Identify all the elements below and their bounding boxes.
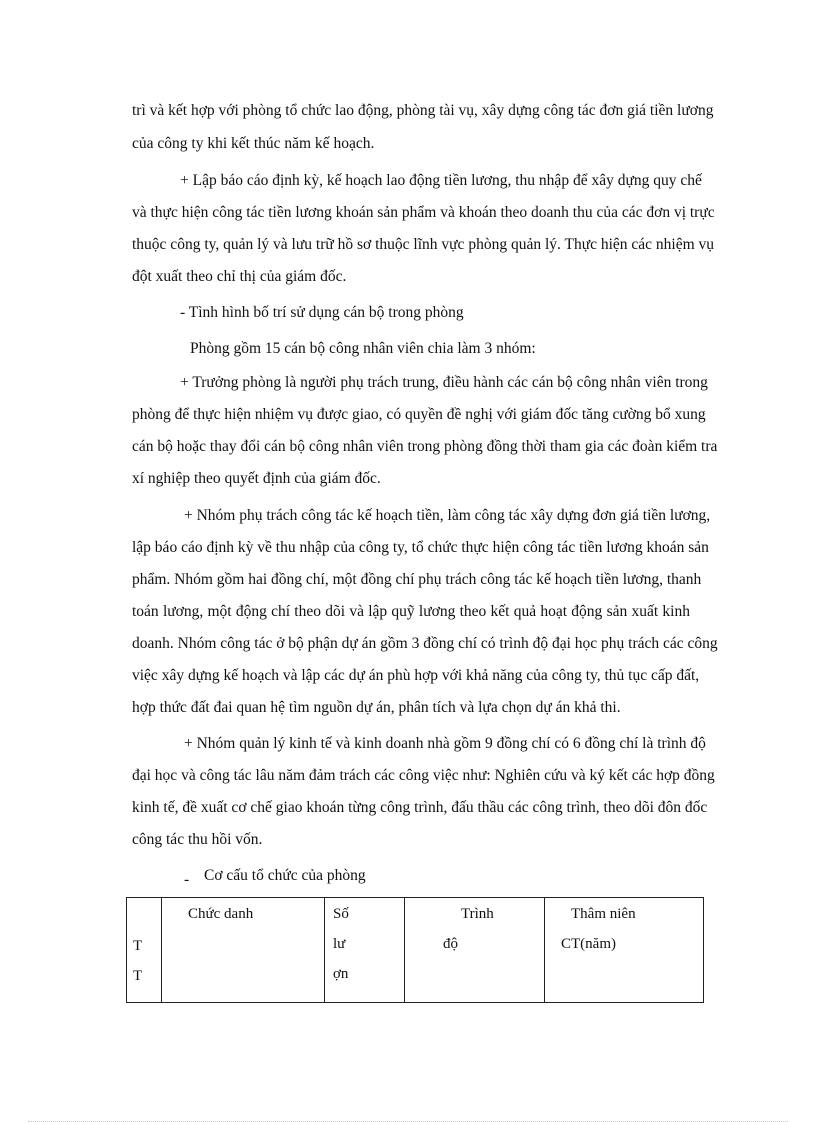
paragraph-6-line-5: doanh. Nhóm công tác ở bộ phận dự án gồm 3 đồng chí có trình độ đại học phụ trách các công xyxy=(132,635,718,652)
table-header-row xyxy=(127,898,704,1003)
paragraph-6-line-7: hợp thức đất đai quan hệ tìm nguồn dự án, phân tích và lựa chọn dự án khả thi. xyxy=(132,699,621,716)
paragraph-6-line-3: phẩm. Nhóm gồm hai đồng chí, một đồng chí phụ trách công tác kế hoạch tiền lương, thanh xyxy=(132,571,702,588)
paragraph-1-line-2: của công ty khi kết thúc năm kế hoạch. xyxy=(132,135,375,152)
paragraph-2-line-4: đột xuất theo chỉ thị của giám đốc. xyxy=(132,268,347,285)
paragraph-2-line-2: và thực hiện công tác tiền lương khoán sản phẩm và khoán theo doanh thu của các đơn vị trực xyxy=(132,204,715,221)
header-tt-line-2: T xyxy=(133,968,143,984)
header-so-luong-line-2: lư xyxy=(333,936,346,952)
org-structure-table xyxy=(126,897,704,1003)
section-heading-text: Cơ cấu tổ chức của phòng xyxy=(204,867,366,884)
header-trinh-do-line-1: Trình xyxy=(461,906,494,922)
header-tt-line-1: T xyxy=(133,938,143,954)
paragraph-6-line-2: lập báo cáo định kỳ về thu nhập của công ty, tổ chức thực hiện công tác tiền lương khoán sản xyxy=(132,539,709,556)
section-heading-staff-allocation: - Tình hình bố trí sử dụng cán bộ trong phòng xyxy=(180,304,464,321)
paragraph-2-line-1: + Lập báo cáo định kỳ, kế hoạch lao động tiền lương, thu nhập để xây dựng quy chế xyxy=(180,172,702,189)
paragraph-6-line-1: + Nhóm phụ trách công tác kế hoạch tiền, làm công tác xây dựng đơn giá tiền lương, xyxy=(184,507,711,524)
paragraph-6-line-6: việc xây dựng kế hoạch và lập các dự án phù hợp với khả năng của công ty, thủ tục cấp đất, xyxy=(132,667,700,684)
paragraph-5-line-3: cán bộ hoặc thay đổi cán bộ công nhân viên trong phòng đồng thời tham gia các đoàn kiểm tra xyxy=(132,438,718,455)
paragraph-7-line-1: + Nhóm quản lý kinh tế và kinh doanh nhà gồm 9 đồng chí có 6 đồng chí là trình độ xyxy=(184,735,706,752)
paragraph-5-line-1: + Trưởng phòng là người phụ trách trung, điều hành các cán bộ công nhân viên trong xyxy=(180,374,708,391)
header-cell-chuc-danh xyxy=(162,898,325,1003)
paragraph-1-line-1: trì và kết hợp với phòng tổ chức lao động, phòng tài vụ, xây dựng công tác đơn giá tiền lương xyxy=(132,102,714,119)
paragraph-7-line-4: công tác thu hồi vốn. xyxy=(132,831,263,848)
page-bottom-rule xyxy=(28,1121,788,1122)
section-heading-org-structure xyxy=(184,866,366,890)
header-tham-nien-line-1: Thâm niên xyxy=(571,906,636,922)
paragraph-5-line-2: phòng để thực hiện nhiệm vụ được giao, có quyền đề nghị với giám đốc tăng cường bổ xung xyxy=(132,406,706,423)
header-tham-nien-line-2: CT(năm) xyxy=(561,936,616,952)
header-trinh-do-line-2: độ xyxy=(443,936,458,952)
paragraph-5-line-4: xí nghiệp theo quyết định của giám đốc. xyxy=(132,470,381,487)
header-so-luong-line-3: ợn xyxy=(333,966,349,982)
paragraph-7-line-2: đại học và công tác lâu năm đảm trách các công việc như: Nghiên cứu và ký kết các hợp đồng xyxy=(132,767,715,784)
header-cell-tham-nien xyxy=(545,898,704,1003)
paragraph-6-line-4: toán lương, một động chí theo dõi và lập quỹ lương theo kết quả hoạt động sản xuất kinh xyxy=(132,603,690,620)
header-cell-trinh-do xyxy=(405,898,545,1003)
header-so-luong-line-1: Số xyxy=(333,906,349,922)
bullet-dash: - xyxy=(184,871,190,888)
paragraph-7-line-3: kinh tế, đề xuất cơ chế giao khoán từng công trình, đấu thầu các công trình, theo dõi đôn đốc xyxy=(132,799,708,816)
header-chuc-danh: Chức danh xyxy=(188,906,254,922)
paragraph-staff-count: Phòng gồm 15 cán bộ công nhân viên chia làm 3 nhóm: xyxy=(190,340,536,357)
header-cell-so-luong xyxy=(325,898,405,1003)
header-cell-tt xyxy=(127,898,162,1003)
paragraph-2-line-3: thuộc công ty, quản lý và lưu trữ hồ sơ thuộc lĩnh vực phòng quản lý. Thực hiện các nhiệm vụ xyxy=(132,236,715,253)
